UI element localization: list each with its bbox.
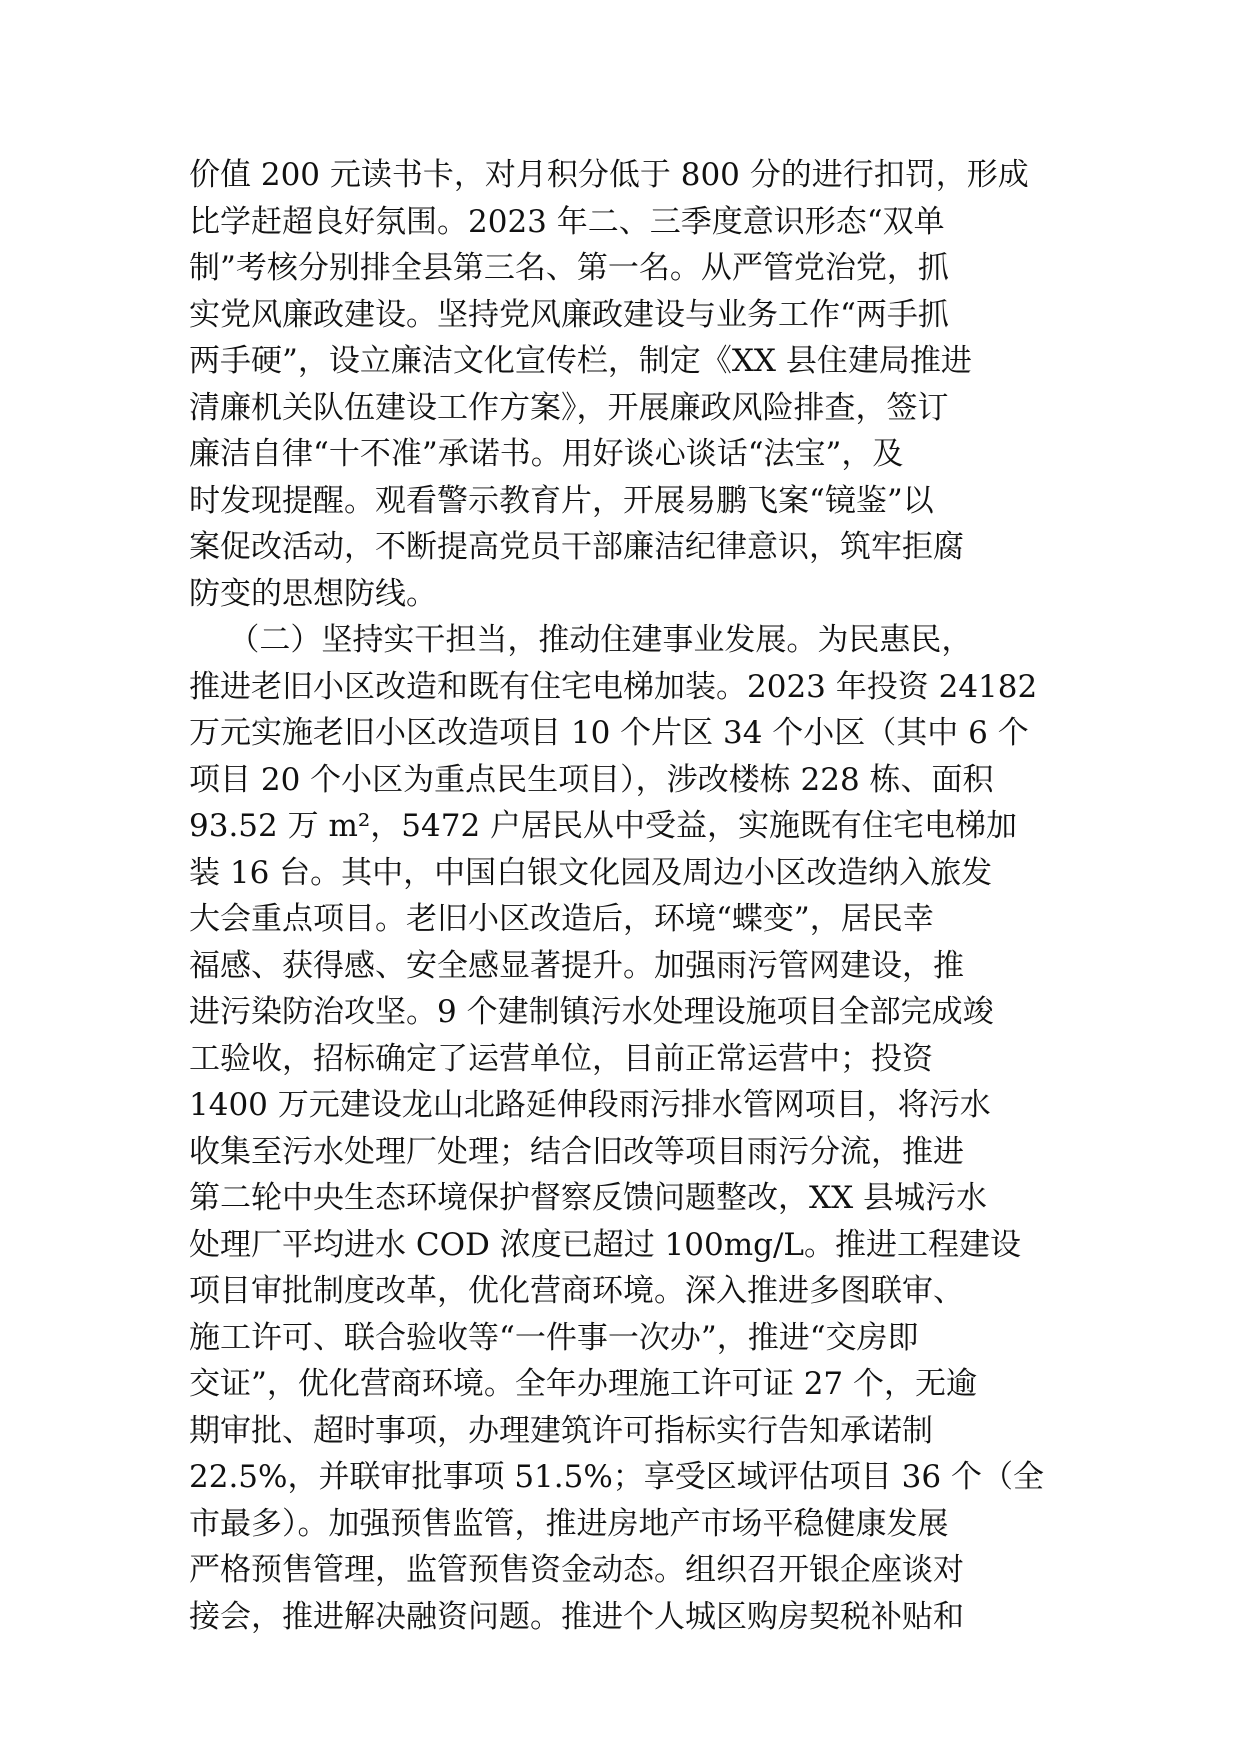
text-line: 进污染防治攻坚。9 个建制镇污水处理设施项目全部完成竣 [189,994,994,1030]
text-line: 期审批、超时事项，办理建筑许可指标实行告知承诺制 [189,1412,933,1449]
body-text [189,152,1069,1640]
text-line: 时发现提醒。观看警示教育片，开展易鹏飞案“镜鉴”以 [189,482,934,519]
text-line: 交证”，优化营商环境。全年办理施工许可证 27 个，无逾 [189,1366,977,1402]
text-line: 案促改活动，不断提高党员干部廉洁纪律意识，筑牢拒腐 [189,529,964,565]
text-line: 收集至污水处理厂处理；结合旧改等项目雨污分流，推进 [189,1133,964,1170]
text-line: 防变的思想防线。 [189,575,437,612]
text-line: 22.5%，并联审批事项 51.5%；享受区域评估项目 36 个（全 [189,1459,1044,1495]
text-line: 严格预售管理，监管预售资金动态。组织召开银企座谈对 [189,1552,964,1588]
text-line: 制”考核分别排全县第三名、第一名。从严管党治党，抓 [189,250,949,286]
text-line: 第二轮中央生态环境保护督察反馈问题整改，XX 县城污水 [189,1180,987,1216]
text-line: 接会，推进解决融资问题。推进个人城区购房契税补贴和 [189,1598,964,1635]
text-line: 工验收，招标确定了运营单位，目前正常运营中；投资 [189,1040,933,1077]
text-line: 施工许可、联合验收等“一件事一次办”，推进“交房即 [189,1319,919,1356]
section-heading-line: （二）坚持实干担当，推动住建事业发展。为民惠民， [189,622,973,658]
text-line: 1400 万元建设龙山北路延伸段雨污排水管网项目，将污水 [189,1087,991,1123]
text-line: 项目 20 个小区为重点民生项目），涉改楼栋 228 栋、面积 [189,761,994,798]
text-line: 市最多）。加强预售监管，推进房地产市场平稳健康发展 [189,1505,949,1542]
text-line: 93.52 万 m²，5472 户居民从中受益，实施既有住宅电梯加 [189,808,1018,844]
text-line: 廉洁自律“十不准”承诺书。用好谈心谈话“法宝”，及 [189,436,904,472]
text-line: 处理厂平均进水 COD 浓度已超过 100mg/L。推进工程建设 [189,1226,1021,1263]
text-line: 价值 200 元读书卡，对月积分低于 800 分的进行扣罚，形成 [189,157,1029,193]
text-line: 清廉机关队伍建设工作方案》，开展廉政风险排查，签订 [189,389,949,426]
text-line: 大会重点项目。老旧小区改造后，环境“蝶变”，居民幸 [189,901,934,937]
text-line: 两手硬”，设立廉洁文化宣传栏，制定《XX 县住建局推进 [189,343,972,379]
text-line: 装 16 台。其中，中国白银文化园及周边小区改造纳入旅发 [189,854,993,891]
text-line: 福感、获得感、安全感显著提升。加强雨污管网建设，推 [189,947,964,984]
text-line: 实党风廉政建设。坚持党风廉政建设与业务工作“两手抓 [189,296,949,333]
text-line: 比学赶超良好氛围。2023 年二、三季度意识形态“双单 [189,203,945,240]
text-line: 项目审批制度改革，优化营商环境。深入推进多图联审、 [189,1273,964,1309]
text-line: 推进老旧小区改造和既有住宅电梯加装。2023 年投资 24182 [189,668,1038,705]
text-line: 万元实施老旧小区改造项目 10 个片区 34 个小区（其中 6 个 [189,715,1029,751]
